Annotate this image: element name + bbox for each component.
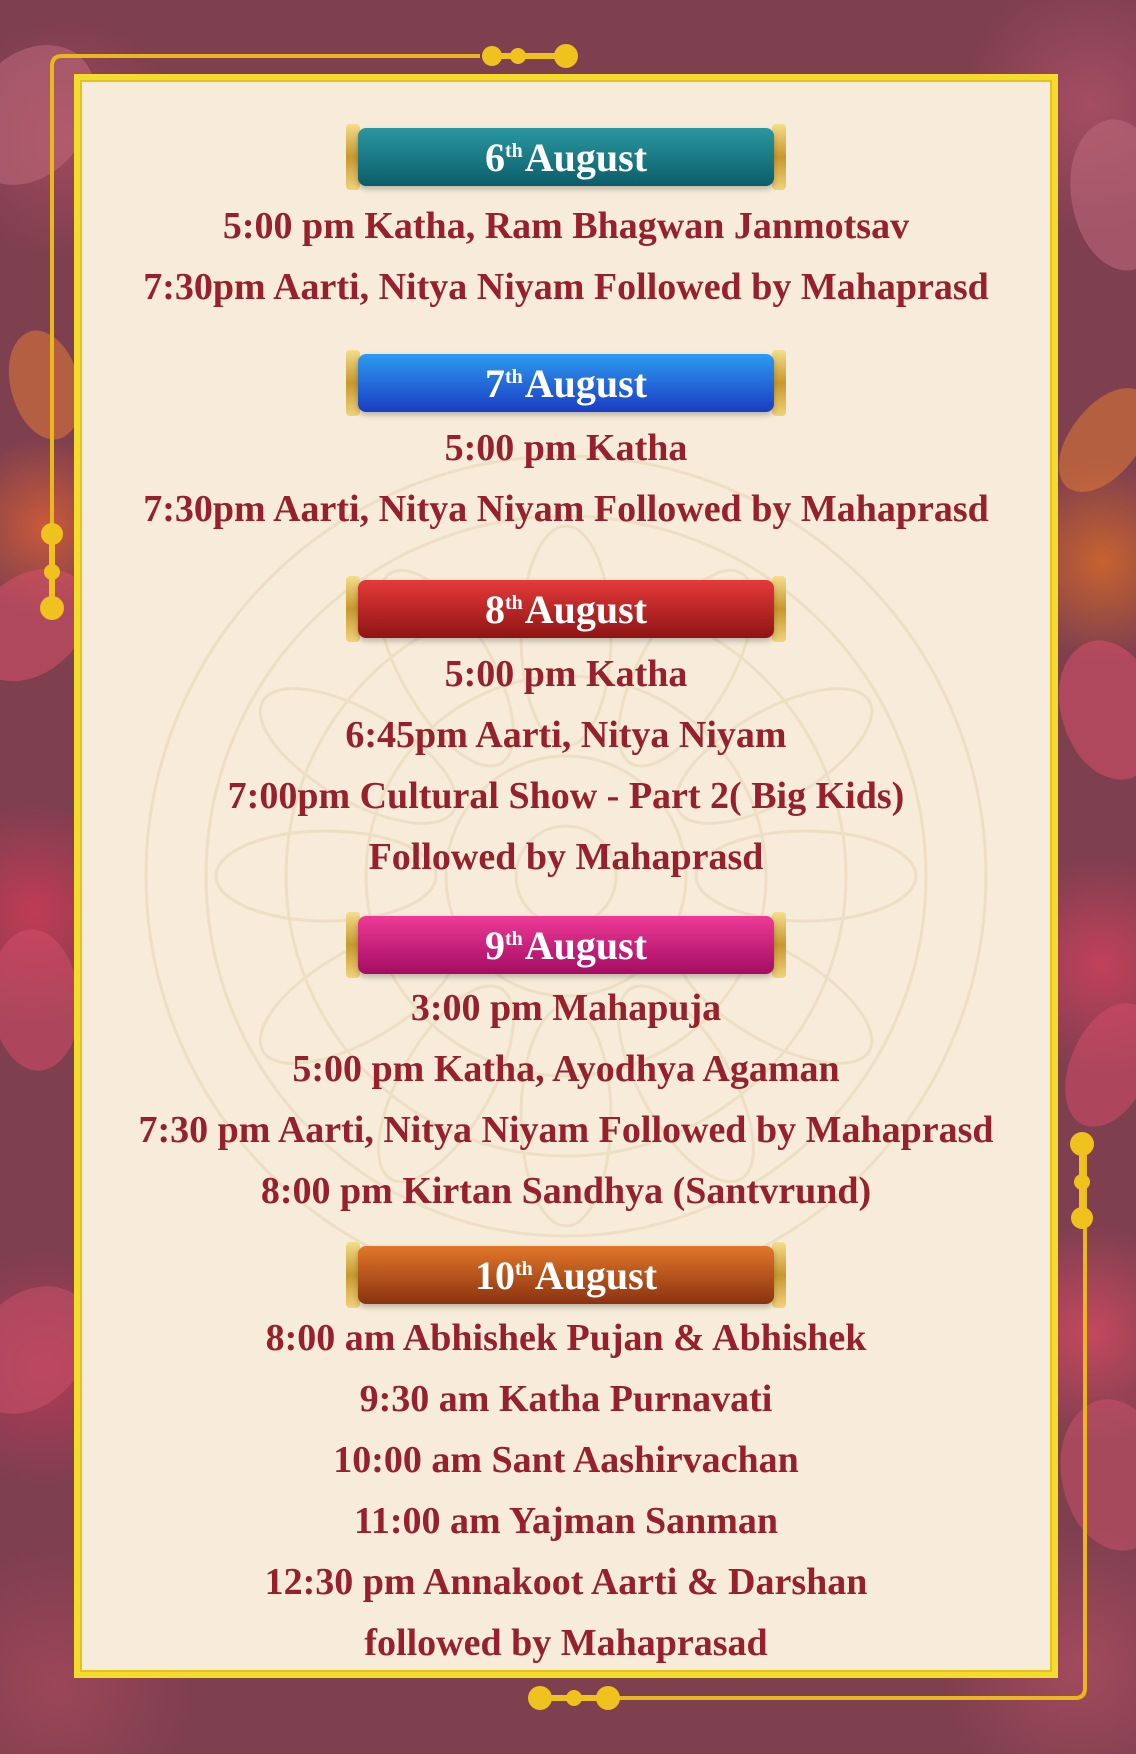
event-line: 7:00pm Cultural Show - Part 2( Big Kids) — [227, 775, 905, 817]
event-line: 10:00 am Sant Aashirvachan — [333, 1439, 799, 1481]
day-section-6 — [80, 124, 1052, 318]
event-line: 3:00 pm Mahapuja — [410, 987, 722, 1029]
date-badge — [346, 912, 786, 978]
event-line: 5:00 pm Katha — [444, 427, 688, 469]
day-section-7 — [80, 350, 1052, 540]
date-badge-label: 10 $^{th}$ August — [358, 1246, 774, 1304]
date-badge — [346, 1242, 786, 1308]
event-line: 9:30 am Katha Purnavati — [359, 1378, 773, 1420]
schedule-panel — [74, 74, 1058, 1678]
date-badge — [346, 576, 786, 642]
event-line: 7:30pm Aarti, Nitya Niyam Followed by Mahaprasd — [143, 488, 989, 530]
event-line: Followed by Mahaprasd — [368, 836, 764, 878]
date-badge-label: 7 $^{th}$ August — [358, 354, 774, 412]
day-section-9 — [80, 912, 1052, 1222]
schedule-content — [80, 80, 1052, 1672]
event-line: 5:00 pm Katha, Ayodhya Agaman — [292, 1048, 840, 1090]
date-badge — [346, 350, 786, 416]
date-badge-label: 9 $^{th}$ August — [358, 916, 774, 974]
event-line: 7:30pm Aarti, Nitya Niyam Followed by Mahaprasd — [143, 266, 989, 308]
event-line: 8:00 pm Kirtan Sandhya (Santvrund) — [260, 1170, 872, 1212]
event-line: 12:30 pm Annakoot Aarti & Darshan — [264, 1561, 868, 1603]
event-line: 11:00 am Yajman Sanman — [353, 1500, 779, 1542]
date-badge-label: 6 $^{th}$ August — [358, 128, 774, 186]
day-section-10 — [80, 1242, 1052, 1674]
event-line: 8:00 am Abhishek Pujan & Abhishek — [265, 1317, 867, 1359]
date-badge — [346, 124, 786, 190]
event-line: 6:45pm Aarti, Nitya Niyam — [345, 714, 787, 756]
event-line: followed by Mahaprasad — [364, 1622, 768, 1664]
day-section-8 — [80, 576, 1052, 888]
date-badge-label: 8 $^{th}$ August — [358, 580, 774, 638]
event-line: 5:00 pm Katha — [444, 653, 688, 695]
event-line: 7:30 pm Aarti, Nitya Niyam Followed by Mahaprasd — [138, 1109, 994, 1151]
event-line: 5:00 pm Katha, Ram Bhagwan Janmotsav — [222, 205, 910, 247]
